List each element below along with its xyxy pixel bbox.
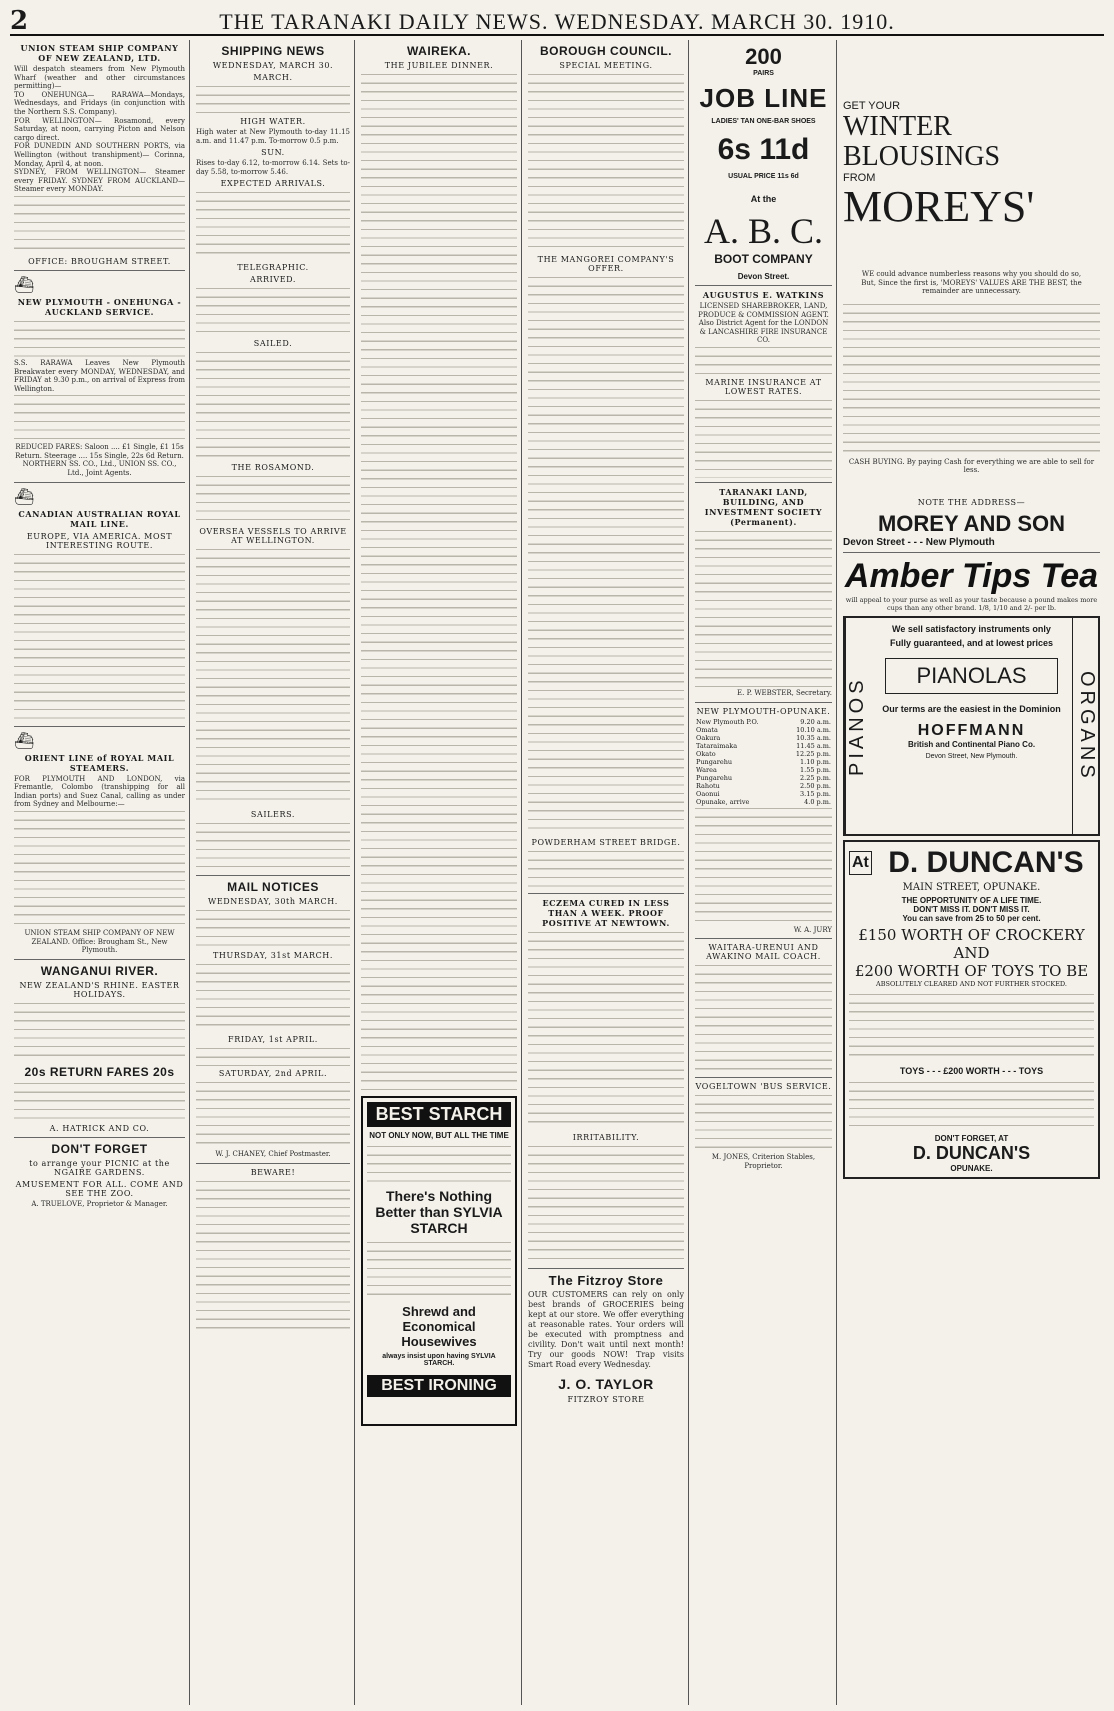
- np-opunake-heading: NEW PLYMOUTH-OPUNAKE.: [696, 706, 831, 716]
- cam-heading: CANADIAN AUSTRALIAN ROYAL MAIL LINE.: [18, 508, 181, 529]
- shoe-description: LADIES' TAN ONE-BAR SHOES: [711, 118, 816, 125]
- union-intro: Will despatch steamers from New Plymouth Wharf (weather and other circumstances permitting)—: [14, 65, 185, 91]
- arrived-heading: ARRIVED.: [249, 275, 297, 285]
- duncan-opportunity: THE OPPORTUNITY OF A LIFE TIME.: [901, 895, 1042, 905]
- hoffmann-sub: British and Continental Piano Co.: [907, 739, 1036, 749]
- vogeltown-sig: M. JONES, Criterion Stables, Proprietor.: [711, 1153, 816, 1170]
- timetable-time: 10.10 a.m.: [796, 725, 831, 734]
- column-waireka: [357, 40, 522, 1705]
- steamer-icon: ⛴: [14, 730, 35, 750]
- starch-footer: BEST IRONING: [367, 1375, 511, 1397]
- mail-saturday: SATURDAY, 2nd APRIL.: [218, 1069, 328, 1079]
- pairs-number: 200: [745, 44, 782, 69]
- timetable-row: [695, 766, 832, 774]
- organs-side: ORGANS: [1072, 618, 1098, 834]
- timetable-time: 2.25 p.m.: [800, 773, 831, 782]
- column-shipping-news: [192, 40, 355, 1705]
- timetable-time: 4.0 p.m.: [804, 797, 831, 806]
- winter-title: WINTER BLOUSINGS: [843, 111, 1001, 172]
- timetable-stop: Omata: [696, 725, 718, 734]
- waitara-heading: WAITARA-URENUI AND AWAKINO MAIL COACH.: [706, 943, 821, 962]
- timetable-stop: Okato: [696, 749, 716, 758]
- union-wellington: FOR WELLINGTON— Rosamond, every Saturday, at noon, carrying Picton and Nelson cargo direct.: [14, 116, 185, 142]
- duncan-forget: DON'T FORGET, AT: [934, 1133, 1009, 1143]
- fitzroy-body: OUR CUSTOMERS can rely on only best brands of GROCERIES being kept at our store. We offer everything at reasonable rates. Your orders will be executed with promptness and civility. Don't wait until next month! Try our goods NOW! Trap visits Smart Road every Wednesday.: [528, 1290, 684, 1369]
- moreys-body1: WE could advance numberless reasons why you should do so,: [861, 270, 1082, 278]
- pairs-label: PAIRS: [753, 70, 774, 77]
- column-display-ads: [839, 40, 1104, 1705]
- timetable-row: [695, 790, 832, 798]
- union-office: OFFICE: BROUGHAM STREET.: [28, 256, 171, 266]
- orient-heading: ORIENT LINE of ROYAL MAIL STEAMERS.: [24, 752, 175, 773]
- tbs-heading: TARANAKI LAND, BUILDING, AND INVESTMENT SOCIETY (Permanent).: [704, 486, 823, 527]
- np-opunake-timetable: [695, 718, 832, 806]
- timetable-time: 1.10 p.m.: [800, 757, 831, 766]
- shipping-heading: SHIPPING NEWS: [221, 44, 325, 58]
- duncan-save: You can save from 25 to 50 per cent.: [902, 913, 1041, 923]
- high-water-heading: HIGH WATER.: [240, 117, 306, 126]
- timetable-time: 12.25 p.m.: [795, 749, 831, 758]
- eczema-heading: ECZEMA CURED IN LESS THAN A WEEK. PROOF POSITIVE AT NEWTOWN.: [542, 898, 670, 928]
- moreys-body2: But, Since the first is, 'MOREYS' VALUES ARE THE BEST, the remainder are unnecessary.: [861, 278, 1082, 296]
- sailed-heading: SAILED.: [253, 339, 293, 349]
- vogeltown-heading: VOGELTOWN 'BUS SERVICE.: [695, 1082, 832, 1092]
- timetable-stop: Rahotu: [696, 781, 720, 790]
- cam-sub: EUROPE, VIA AMERICA. MOST INTERESTING ROUTE.: [26, 531, 173, 550]
- timetable-row: [695, 774, 832, 782]
- overseas-heading: OVERSEA VESSELS TO ARRIVE AT WELLINGTON.: [199, 527, 347, 546]
- timetable-time: 2.50 p.m.: [800, 781, 831, 790]
- duncan-toys: TOYS - - - £200 WORTH - - - TOYS: [899, 1065, 1044, 1076]
- mail-heading: MAIL NOTICES: [227, 880, 319, 895]
- tbs-sig: E. P. WEBSTER, Secretary.: [737, 688, 832, 697]
- starch-line3: Shrewd and Economical Housewives: [401, 1304, 477, 1349]
- mail-thursday: THURSDAY, 31st MARCH.: [212, 951, 334, 961]
- duncan-at: At: [849, 851, 872, 875]
- usual-price: USUAL PRICE 11s 6d: [728, 173, 799, 180]
- amber-title: Amber Tips Tea: [844, 556, 1099, 595]
- union-heading: UNION STEAM SHIP COMPANY OF NEW ZEALAND, LTD.: [20, 43, 179, 63]
- timetable-row: [695, 750, 832, 758]
- column-borough-council: [524, 40, 689, 1705]
- timetable-stop: Tataraimaka: [696, 741, 738, 750]
- column-shipping-ads: [10, 40, 190, 1705]
- union-sydney: SYDNEY, FROM WELLINGTON— Steamer every FRIDAY. SYDNEY FROM AUCKLAND— Steamer every MONDAY.: [14, 168, 185, 194]
- timetable-row: [695, 734, 832, 742]
- beware-heading: BEWARE!: [250, 1167, 296, 1177]
- rosamond-heading: THE ROSAMOND.: [231, 463, 315, 473]
- steamer-icon: ⛴: [14, 274, 35, 294]
- amber-sub: will appeal to your purse as well as your taste because a pound makes more cups than any other brand. 1/8, 1/10 and 2/- per lb.: [845, 595, 1098, 612]
- np-agents: NORTHERN SS. CO., Ltd., UNION SS. CO., Ltd., Joint Agents.: [22, 460, 177, 478]
- marine-heading: MARINE INSURANCE AT LOWEST RATES.: [705, 377, 822, 396]
- timetable-row: [695, 798, 832, 806]
- devon-street: Devon Street.: [737, 272, 790, 281]
- timetable-time: 3.15 p.m.: [800, 789, 831, 798]
- column-ads-small: [691, 40, 837, 1705]
- wanganui-sub: NEW ZEALAND'S RHINE. EASTER HOLIDAYS.: [19, 980, 180, 999]
- gardens-heading: DON'T FORGET: [51, 1141, 148, 1156]
- steamer-icon: ⛴: [14, 486, 35, 506]
- np-fares: REDUCED FARES: Saloon .... £1 Single, £1 15s Return. Steerage .... 15s Single, 22s 6d Return.: [15, 443, 184, 460]
- job-line: JOB LINE: [699, 83, 828, 113]
- sun-heading: SUN.: [261, 148, 285, 158]
- watkins-heading: AUGUSTUS E. WATKINS: [702, 290, 825, 300]
- orient-sub: FOR PLYMOUTH AND LONDON, via Fremantle, Colombo (transhipping for all Indian ports) and Suez Canal, calling as under from Sydney and Melbourne:—: [14, 774, 185, 809]
- moreys-address-line: Devon Street - - - New Plymouth: [843, 536, 995, 548]
- waireka-heading: WAIREKA.: [407, 44, 471, 58]
- duncan-200: £200 WORTH OF TOYS TO BE: [854, 961, 1089, 980]
- page-number: 2: [10, 6, 29, 36]
- masthead: [10, 6, 1104, 36]
- pianos-mid: Our terms are the easiest in the Dominion: [882, 703, 1061, 714]
- starch-line4: always insist upon having SYLVIA STARCH.: [382, 1353, 496, 1367]
- mail-date: WEDNESDAY, 30th MARCH.: [208, 897, 338, 907]
- moreys-note: NOTE THE ADDRESS—: [917, 497, 1026, 507]
- timetable-row: [695, 726, 832, 734]
- borough-sub: SPECIAL MEETING.: [559, 61, 653, 70]
- gardens-body: AMUSEMENT FOR ALL. COME AND SEE THE ZOO.: [15, 1179, 184, 1198]
- fitzroy-sig2: FITZROY STORE: [567, 1395, 645, 1404]
- pianos-top: We sell satisfactory instruments only: [892, 623, 1051, 634]
- timetable-stop: Opunake, arrive: [696, 797, 750, 806]
- hoffmann-ad: [843, 616, 1100, 836]
- masthead-title: THE TARANAKI DAILY NEWS. WEDNESDAY. MARCH 30. 1910.: [219, 9, 895, 34]
- starch-line2: There's Nothing Better than SYLVIA STARCH: [375, 1188, 503, 1236]
- timetable-stop: Pungarehu: [696, 773, 733, 782]
- winter-from: FROM: [843, 172, 876, 184]
- timetable-stop: Warea: [696, 765, 717, 774]
- fitzroy-sig: J. O. TAYLOR: [558, 1376, 654, 1392]
- sun-body: Rises to-day 6.12, to-morrow 6.14. Sets to-day 5.58, to-morrow 5.46.: [196, 159, 350, 176]
- at-the: At the: [750, 194, 777, 204]
- wanganui-heading: WANGANUI RIVER.: [40, 963, 159, 978]
- borough-heading: BOROUGH COUNCIL.: [540, 44, 672, 58]
- amber-tips-ad: [843, 557, 1100, 612]
- duncan-sig2: OPUNAKE.: [950, 1163, 993, 1173]
- fitzroy-store-ad: [528, 1273, 684, 1404]
- wanganui-fares: 20s RETURN FARES 20s: [24, 1064, 175, 1079]
- moon-heading: MARCH.: [253, 73, 293, 82]
- timetable-row: [695, 742, 832, 750]
- abc-title: A. B. C.: [703, 211, 824, 251]
- starch-title: BEST STARCH: [367, 1102, 511, 1127]
- mail-friday: FRIDAY, 1st APRIL.: [228, 1035, 318, 1045]
- high-water-body: High water at New Plymouth to-day 11.15 a.m. and 11.47 p.m. To-morrow 0.5 p.m.: [196, 128, 350, 145]
- duncan-title: D. DUNCAN'S: [888, 845, 1084, 879]
- pianos-side: PIANOS: [845, 618, 871, 834]
- gardens-sig: A. TRUELOVE, Proprietor & Manager.: [31, 1199, 168, 1208]
- timetable-time: 10.35 a.m.: [796, 733, 831, 742]
- fitzroy-title: The Fitzroy Store: [548, 1273, 664, 1288]
- starch-line1: NOT ONLY NOW, BUT ALL THE TIME: [369, 1131, 509, 1140]
- pianolas-box: PIANOLAS: [885, 658, 1058, 694]
- abc-shoe-ad: [695, 44, 832, 281]
- pianos-top2: Fully guaranteed, and at lowest prices: [889, 637, 1054, 648]
- timetable-time: 1.55 p.m.: [800, 765, 831, 774]
- duncan-150: £150 WORTH OF CROCKERY AND: [858, 925, 1085, 962]
- np-service-heading: NEW PLYMOUTH - ONEHUNGA - AUCKLAND SERVICE.: [17, 296, 182, 317]
- moreys-title: MOREYS': [843, 182, 1035, 231]
- jury-sig: W. A. JURY: [793, 925, 832, 934]
- shoe-price: 6s 11d: [717, 133, 810, 166]
- duncan-miss: DON'T MISS IT. DON'T MISS IT.: [913, 904, 1030, 914]
- union-dunedin: FOR DUNEDIN AND SOUTHERN PORTS, via Wellington (without transhipment)— Corinna, Monday, April 4, at noon.: [14, 142, 185, 168]
- moreys-cash: CASH BUYING. By paying Cash for everything we are able to sell for less.: [848, 457, 1095, 475]
- mangorei-heading: THE MANGOREI COMPANY'S OFFER.: [537, 255, 675, 273]
- mail-sig: W. J. CHANEY, Chief Postmaster.: [215, 1150, 331, 1159]
- shipping-date: WEDNESDAY, MARCH 30.: [212, 61, 334, 70]
- boot-company: BOOT COMPANY: [714, 252, 813, 266]
- timetable-stop: Oakura: [696, 733, 721, 742]
- moreys-ad: [843, 40, 1100, 548]
- timetable-stop: New Plymouth P.O.: [696, 717, 759, 726]
- sylvia-starch-ad: [361, 1096, 517, 1426]
- hoffmann-title: HOFFMANN: [917, 721, 1026, 739]
- timetable-stop: Pungarehu: [696, 757, 733, 766]
- waireka-sub: THE JUBILEE DINNER.: [384, 61, 494, 70]
- telegraphic-heading: TELEGRAPHIC.: [237, 263, 309, 273]
- gardens-sub: to arrange your PICNIC at the NGAIRE GARDENS.: [29, 1158, 170, 1177]
- timetable-time: 11.45 a.m.: [796, 741, 831, 750]
- irritability-heading: IRRITABILITY.: [572, 1133, 640, 1142]
- expected-heading: EXPECTED ARRIVALS.: [220, 179, 326, 189]
- duncan-cleared: ABSOLUTELY CLEARED AND NOT FURTHER STOCKED.: [876, 979, 1067, 988]
- duncan-ad: [843, 840, 1100, 1179]
- bridge-heading: POWDERHAM STREET BRIDGE.: [531, 838, 681, 847]
- duncan-sig: D. DUNCAN'S: [912, 1142, 1031, 1163]
- sailers-heading: SAILERS.: [250, 810, 296, 820]
- watkins-body: LICENSED SHAREBROKER, LAND, PRODUCE & COMMISSION AGENT. Also District Agent for the LONDON & LANCASHIRE FIRE INSURANCE CO.: [698, 302, 829, 345]
- timetable-row: [695, 718, 832, 726]
- timetable-time: 9.20 a.m.: [800, 717, 831, 726]
- timetable-row: [695, 758, 832, 766]
- timetable-stop: Oaonui: [696, 789, 720, 798]
- moreys-address-title: MOREY AND SON: [877, 510, 1066, 536]
- duncan-street: MAIN STREET, OPUNAKE.: [902, 881, 1041, 893]
- timetable-row: [695, 782, 832, 790]
- union-onehunga: TO ONEHUNGA— RARAWA—Mondays, Wednesdays, and Fridays (in conjunction with the Northern S.S. Company).: [14, 90, 185, 116]
- hoffmann-address: Devon Street, New Plymouth.: [925, 752, 1018, 760]
- np-service-body: S.S. RARAWA Leaves New Plymouth Breakwater every MONDAY, WEDNESDAY, and FRIDAY at 9.30 p.m., on arrival of Express from Wellington.: [14, 358, 185, 393]
- wanganui-agent: A. HATRICK AND CO.: [49, 1123, 150, 1133]
- orient-office: UNION STEAM SHIP COMPANY OF NEW ZEALAND. Office: Brougham St., New Plymouth.: [24, 929, 175, 955]
- winter-get: GET YOUR: [843, 100, 901, 112]
